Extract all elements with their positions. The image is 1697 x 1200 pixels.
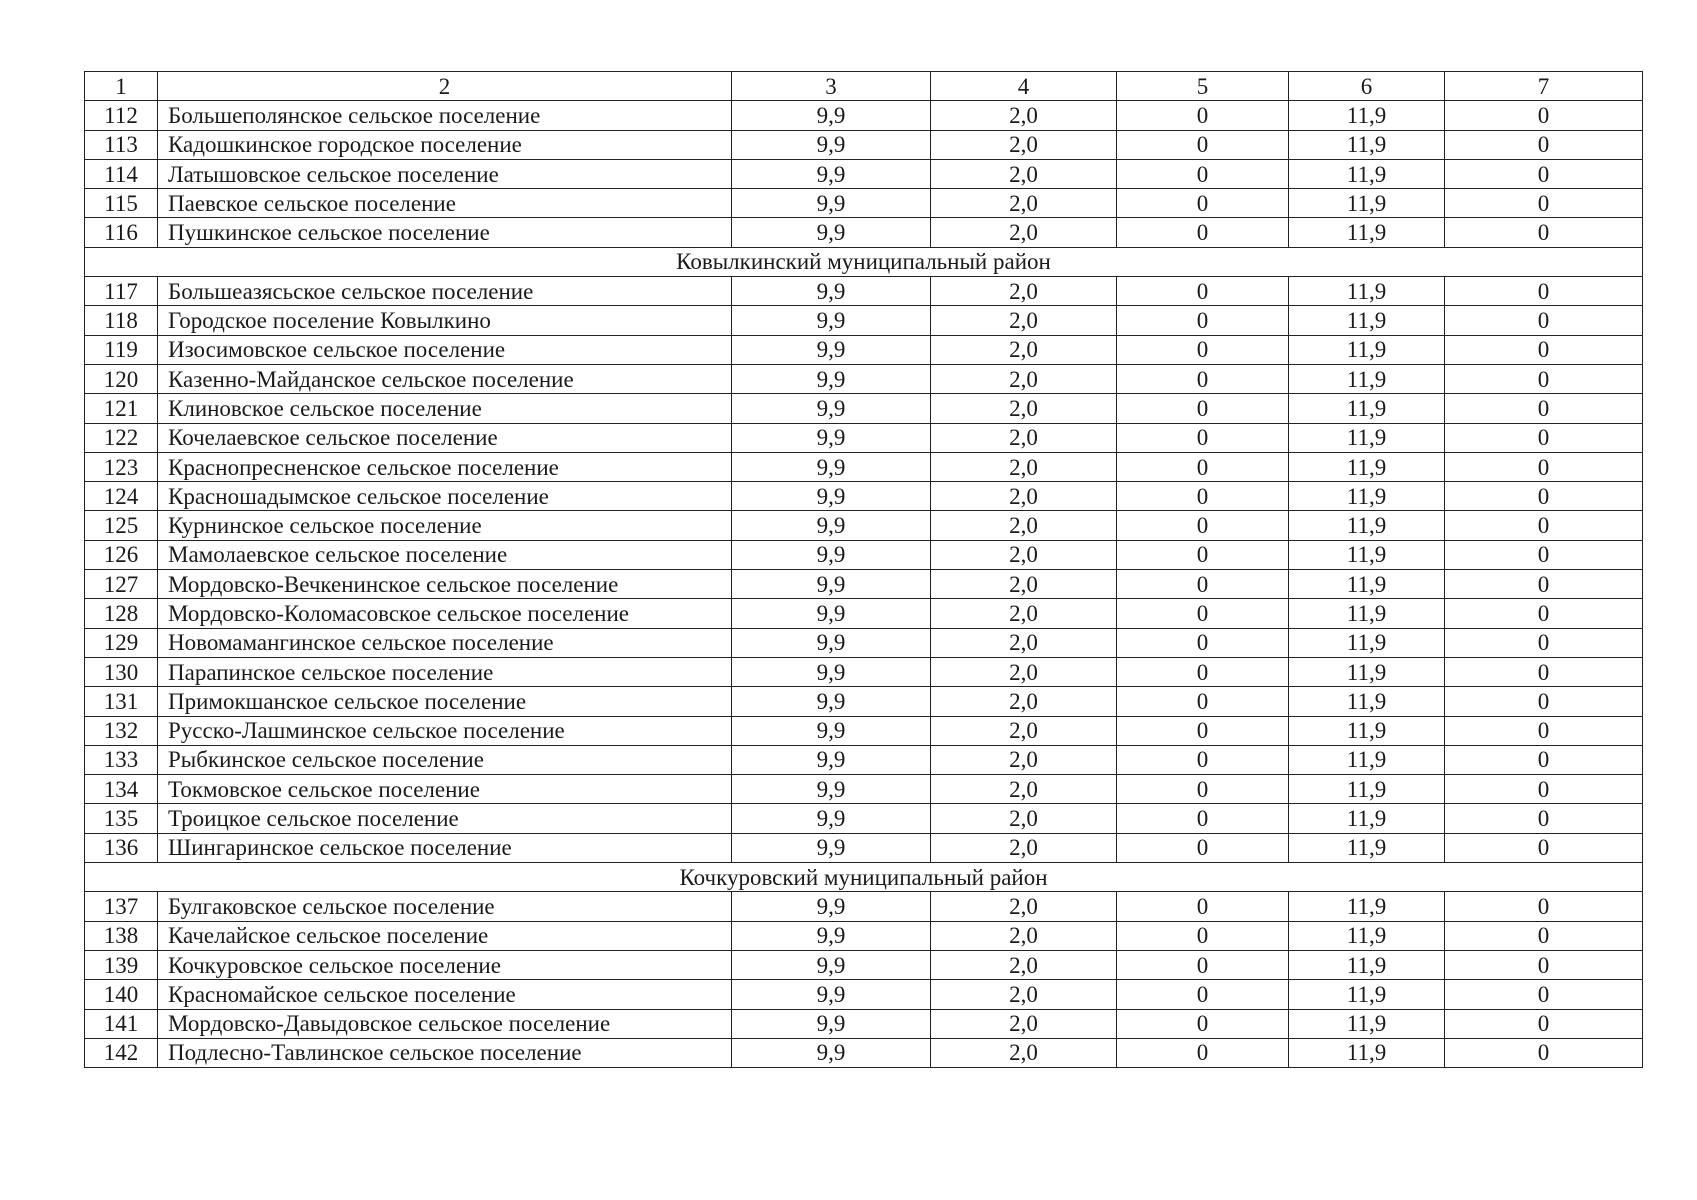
settlement-name-cell: Примокшанское сельское поселение [158, 687, 732, 716]
settlement-name-cell: Изосимовское сельское поселение [158, 335, 732, 364]
value-cell-7: 0 [1445, 980, 1643, 1009]
header-cell: 4 [931, 72, 1117, 101]
row-number-cell: 123 [85, 452, 158, 481]
value-cell-5: 0 [1117, 1009, 1289, 1038]
value-cell-3: 9,9 [732, 570, 931, 599]
value-cell-6: 11,9 [1289, 335, 1445, 364]
table-row [85, 599, 1643, 628]
value-cell-7: 0 [1445, 130, 1643, 159]
value-cell-3: 9,9 [732, 745, 931, 774]
value-cell-7: 0 [1445, 511, 1643, 540]
settlement-name-cell: Новомамангинское сельское поселение [158, 628, 732, 657]
table-row [85, 277, 1643, 306]
value-cell-3: 9,9 [732, 335, 931, 364]
value-cell-3: 9,9 [732, 775, 931, 804]
row-number-cell: 115 [85, 189, 158, 218]
value-cell-3: 9,9 [732, 130, 931, 159]
value-cell-4: 2,0 [931, 716, 1117, 745]
value-cell-3: 9,9 [732, 482, 931, 511]
row-number-cell: 133 [85, 745, 158, 774]
value-cell-4: 2,0 [931, 130, 1117, 159]
value-cell-3: 9,9 [732, 159, 931, 188]
table-row [85, 335, 1643, 364]
value-cell-5: 0 [1117, 189, 1289, 218]
value-cell-6: 11,9 [1289, 716, 1445, 745]
value-cell-3: 9,9 [732, 716, 931, 745]
value-cell-6: 11,9 [1289, 745, 1445, 774]
value-cell-7: 0 [1445, 394, 1643, 423]
value-cell-7: 0 [1445, 452, 1643, 481]
table-row [85, 130, 1643, 159]
value-cell-3: 9,9 [732, 657, 931, 686]
value-cell-4: 2,0 [931, 394, 1117, 423]
row-number-cell: 138 [85, 921, 158, 950]
row-number-cell: 120 [85, 364, 158, 393]
section-row [85, 247, 1643, 276]
value-cell-5: 0 [1117, 540, 1289, 569]
settlement-name-cell: Кадошкинское городское поселение [158, 130, 732, 159]
settlements-table [84, 71, 1643, 1068]
value-cell-6: 11,9 [1289, 364, 1445, 393]
value-cell-7: 0 [1445, 277, 1643, 306]
value-cell-4: 2,0 [931, 980, 1117, 1009]
section-title: Ковылкинский муниципальный район [85, 247, 1643, 276]
value-cell-5: 0 [1117, 335, 1289, 364]
value-cell-7: 0 [1445, 804, 1643, 833]
value-cell-3: 9,9 [732, 306, 931, 335]
settlement-name-cell: Мамолаевское сельское поселение [158, 540, 732, 569]
table-row [85, 364, 1643, 393]
settlement-name-cell: Качелайское сельское поселение [158, 921, 732, 950]
value-cell-7: 0 [1445, 599, 1643, 628]
value-cell-7: 0 [1445, 716, 1643, 745]
value-cell-7: 0 [1445, 892, 1643, 921]
value-cell-3: 9,9 [732, 189, 931, 218]
value-cell-4: 2,0 [931, 482, 1117, 511]
value-cell-3: 9,9 [732, 833, 931, 862]
value-cell-7: 0 [1445, 833, 1643, 862]
value-cell-5: 0 [1117, 745, 1289, 774]
value-cell-7: 0 [1445, 189, 1643, 218]
value-cell-3: 9,9 [732, 921, 931, 950]
value-cell-6: 11,9 [1289, 804, 1445, 833]
row-number-cell: 130 [85, 657, 158, 686]
value-cell-6: 11,9 [1289, 892, 1445, 921]
value-cell-5: 0 [1117, 980, 1289, 1009]
table-row [85, 1009, 1643, 1038]
value-cell-7: 0 [1445, 101, 1643, 130]
value-cell-7: 0 [1445, 921, 1643, 950]
value-cell-4: 2,0 [931, 892, 1117, 921]
value-cell-4: 2,0 [931, 804, 1117, 833]
value-cell-3: 9,9 [732, 1009, 931, 1038]
value-cell-4: 2,0 [931, 218, 1117, 247]
value-cell-6: 11,9 [1289, 687, 1445, 716]
value-cell-4: 2,0 [931, 277, 1117, 306]
row-number-cell: 114 [85, 159, 158, 188]
value-cell-3: 9,9 [732, 101, 931, 130]
table-row [85, 423, 1643, 452]
settlement-name-cell: Подлесно-Тавлинское сельское поселение [158, 1038, 732, 1067]
value-cell-7: 0 [1445, 775, 1643, 804]
value-cell-6: 11,9 [1289, 599, 1445, 628]
table-row [85, 628, 1643, 657]
row-number-cell: 125 [85, 511, 158, 540]
table-row [85, 482, 1643, 511]
value-cell-5: 0 [1117, 804, 1289, 833]
settlement-name-cell: Мордовско-Давыдовское сельское поселение [158, 1009, 732, 1038]
settlement-name-cell: Кочелаевское сельское поселение [158, 423, 732, 452]
value-cell-5: 0 [1117, 628, 1289, 657]
value-cell-6: 11,9 [1289, 394, 1445, 423]
value-cell-4: 2,0 [931, 364, 1117, 393]
row-number-cell: 142 [85, 1038, 158, 1067]
table-body [85, 72, 1643, 1068]
settlement-name-cell: Парапинское сельское поселение [158, 657, 732, 686]
settlement-name-cell: Большеполянское сельское поселение [158, 101, 732, 130]
table-row [85, 892, 1643, 921]
value-cell-5: 0 [1117, 159, 1289, 188]
value-cell-7: 0 [1445, 335, 1643, 364]
value-cell-4: 2,0 [931, 189, 1117, 218]
settlement-name-cell: Кочкуровское сельское поселение [158, 950, 732, 979]
value-cell-6: 11,9 [1289, 833, 1445, 862]
row-number-cell: 122 [85, 423, 158, 452]
value-cell-6: 11,9 [1289, 423, 1445, 452]
value-cell-3: 9,9 [732, 950, 931, 979]
value-cell-5: 0 [1117, 570, 1289, 599]
row-number-cell: 140 [85, 980, 158, 1009]
value-cell-6: 11,9 [1289, 101, 1445, 130]
table-row [85, 745, 1643, 774]
table-row [85, 716, 1643, 745]
value-cell-3: 9,9 [732, 599, 931, 628]
header-cell: 2 [158, 72, 732, 101]
value-cell-6: 11,9 [1289, 1038, 1445, 1067]
value-cell-4: 2,0 [931, 540, 1117, 569]
header-row [85, 72, 1643, 101]
settlement-name-cell: Курнинское сельское поселение [158, 511, 732, 540]
value-cell-4: 2,0 [931, 657, 1117, 686]
value-cell-6: 11,9 [1289, 277, 1445, 306]
value-cell-3: 9,9 [732, 218, 931, 247]
value-cell-4: 2,0 [931, 1009, 1117, 1038]
row-number-cell: 121 [85, 394, 158, 423]
row-number-cell: 132 [85, 716, 158, 745]
value-cell-5: 0 [1117, 452, 1289, 481]
value-cell-6: 11,9 [1289, 482, 1445, 511]
row-number-cell: 124 [85, 482, 158, 511]
value-cell-7: 0 [1445, 687, 1643, 716]
value-cell-6: 11,9 [1289, 1009, 1445, 1038]
row-number-cell: 127 [85, 570, 158, 599]
row-number-cell: 141 [85, 1009, 158, 1038]
settlement-name-cell: Латышовское сельское поселение [158, 159, 732, 188]
table-row [85, 189, 1643, 218]
row-number-cell: 118 [85, 306, 158, 335]
value-cell-4: 2,0 [931, 335, 1117, 364]
value-cell-6: 11,9 [1289, 657, 1445, 686]
settlement-name-cell: Большеазясьское сельское поселение [158, 277, 732, 306]
row-number-cell: 128 [85, 599, 158, 628]
row-number-cell: 134 [85, 775, 158, 804]
value-cell-4: 2,0 [931, 775, 1117, 804]
value-cell-6: 11,9 [1289, 130, 1445, 159]
value-cell-6: 11,9 [1289, 950, 1445, 979]
value-cell-6: 11,9 [1289, 218, 1445, 247]
table-row [85, 101, 1643, 130]
value-cell-7: 0 [1445, 657, 1643, 686]
value-cell-5: 0 [1117, 687, 1289, 716]
value-cell-5: 0 [1117, 101, 1289, 130]
value-cell-4: 2,0 [931, 950, 1117, 979]
header-cell: 6 [1289, 72, 1445, 101]
value-cell-6: 11,9 [1289, 775, 1445, 804]
value-cell-6: 11,9 [1289, 189, 1445, 218]
settlement-name-cell: Краснопресненское сельское поселение [158, 452, 732, 481]
value-cell-7: 0 [1445, 364, 1643, 393]
settlement-name-cell: Казенно-Майданское сельское поселение [158, 364, 732, 393]
value-cell-7: 0 [1445, 745, 1643, 774]
value-cell-5: 0 [1117, 511, 1289, 540]
section-title: Кочкуровский муниципальный район [85, 863, 1643, 892]
table-row [85, 833, 1643, 862]
table-row [85, 775, 1643, 804]
value-cell-4: 2,0 [931, 101, 1117, 130]
value-cell-5: 0 [1117, 657, 1289, 686]
row-number-cell: 136 [85, 833, 158, 862]
value-cell-4: 2,0 [931, 833, 1117, 862]
value-cell-7: 0 [1445, 570, 1643, 599]
row-number-cell: 139 [85, 950, 158, 979]
value-cell-4: 2,0 [931, 921, 1117, 950]
settlement-name-cell: Городское поселение Ковылкино [158, 306, 732, 335]
header-cell: 1 [85, 72, 158, 101]
value-cell-6: 11,9 [1289, 452, 1445, 481]
value-cell-3: 9,9 [732, 540, 931, 569]
value-cell-5: 0 [1117, 921, 1289, 950]
value-cell-6: 11,9 [1289, 921, 1445, 950]
value-cell-4: 2,0 [931, 423, 1117, 452]
table-row [85, 687, 1643, 716]
value-cell-4: 2,0 [931, 745, 1117, 774]
section-row [85, 863, 1643, 892]
value-cell-4: 2,0 [931, 570, 1117, 599]
table-row [85, 306, 1643, 335]
value-cell-4: 2,0 [931, 687, 1117, 716]
table-row [85, 452, 1643, 481]
row-number-cell: 137 [85, 892, 158, 921]
value-cell-3: 9,9 [732, 892, 931, 921]
value-cell-5: 0 [1117, 306, 1289, 335]
settlement-name-cell: Рыбкинское сельское поселение [158, 745, 732, 774]
settlement-name-cell: Паевское сельское поселение [158, 189, 732, 218]
table-row [85, 921, 1643, 950]
value-cell-6: 11,9 [1289, 570, 1445, 599]
value-cell-6: 11,9 [1289, 628, 1445, 657]
row-number-cell: 129 [85, 628, 158, 657]
value-cell-5: 0 [1117, 892, 1289, 921]
value-cell-4: 2,0 [931, 511, 1117, 540]
settlement-name-cell: Мордовско-Вечкенинское сельское поселение [158, 570, 732, 599]
settlement-name-cell: Мордовско-Коломасовское сельское поселение [158, 599, 732, 628]
settlement-name-cell: Токмовское сельское поселение [158, 775, 732, 804]
value-cell-5: 0 [1117, 716, 1289, 745]
settlement-name-cell: Шингаринское сельское поселение [158, 833, 732, 862]
value-cell-3: 9,9 [732, 511, 931, 540]
row-number-cell: 131 [85, 687, 158, 716]
header-cell: 5 [1117, 72, 1289, 101]
value-cell-6: 11,9 [1289, 980, 1445, 1009]
row-number-cell: 126 [85, 540, 158, 569]
table-row [85, 394, 1643, 423]
value-cell-3: 9,9 [732, 394, 931, 423]
value-cell-5: 0 [1117, 775, 1289, 804]
value-cell-3: 9,9 [732, 452, 931, 481]
table-row [85, 804, 1643, 833]
value-cell-7: 0 [1445, 628, 1643, 657]
value-cell-7: 0 [1445, 540, 1643, 569]
value-cell-3: 9,9 [732, 804, 931, 833]
value-cell-3: 9,9 [732, 687, 931, 716]
settlement-name-cell: Русско-Лашминское сельское поселение [158, 716, 732, 745]
table-row [85, 218, 1643, 247]
value-cell-5: 0 [1117, 482, 1289, 511]
table-row [85, 540, 1643, 569]
value-cell-5: 0 [1117, 950, 1289, 979]
table-row [85, 1038, 1643, 1067]
value-cell-3: 9,9 [732, 1038, 931, 1067]
table-row [85, 950, 1643, 979]
value-cell-7: 0 [1445, 159, 1643, 188]
value-cell-7: 0 [1445, 218, 1643, 247]
value-cell-5: 0 [1117, 394, 1289, 423]
value-cell-5: 0 [1117, 599, 1289, 628]
settlement-name-cell: Красномайское сельское поселение [158, 980, 732, 1009]
value-cell-3: 9,9 [732, 277, 931, 306]
settlement-name-cell: Красношадымское сельское поселение [158, 482, 732, 511]
value-cell-7: 0 [1445, 950, 1643, 979]
row-number-cell: 135 [85, 804, 158, 833]
value-cell-5: 0 [1117, 833, 1289, 862]
value-cell-5: 0 [1117, 364, 1289, 393]
table-row [85, 511, 1643, 540]
table-row [85, 657, 1643, 686]
value-cell-3: 9,9 [732, 364, 931, 393]
header-cell: 3 [732, 72, 931, 101]
value-cell-4: 2,0 [931, 599, 1117, 628]
value-cell-4: 2,0 [931, 159, 1117, 188]
value-cell-6: 11,9 [1289, 540, 1445, 569]
settlement-name-cell: Пушкинское сельское поселение [158, 218, 732, 247]
value-cell-7: 0 [1445, 1038, 1643, 1067]
value-cell-5: 0 [1117, 1038, 1289, 1067]
value-cell-3: 9,9 [732, 980, 931, 1009]
row-number-cell: 116 [85, 218, 158, 247]
value-cell-4: 2,0 [931, 1038, 1117, 1067]
row-number-cell: 117 [85, 277, 158, 306]
value-cell-5: 0 [1117, 277, 1289, 306]
value-cell-4: 2,0 [931, 306, 1117, 335]
table-row [85, 570, 1643, 599]
value-cell-4: 2,0 [931, 452, 1117, 481]
row-number-cell: 113 [85, 130, 158, 159]
value-cell-7: 0 [1445, 1009, 1643, 1038]
value-cell-7: 0 [1445, 423, 1643, 452]
value-cell-6: 11,9 [1289, 511, 1445, 540]
value-cell-7: 0 [1445, 482, 1643, 511]
value-cell-5: 0 [1117, 423, 1289, 452]
table-row [85, 980, 1643, 1009]
value-cell-7: 0 [1445, 306, 1643, 335]
value-cell-5: 0 [1117, 130, 1289, 159]
value-cell-3: 9,9 [732, 628, 931, 657]
value-cell-6: 11,9 [1289, 159, 1445, 188]
row-number-cell: 112 [85, 101, 158, 130]
row-number-cell: 119 [85, 335, 158, 364]
settlement-name-cell: Булгаковское сельское поселение [158, 892, 732, 921]
header-cell: 7 [1445, 72, 1643, 101]
value-cell-3: 9,9 [732, 423, 931, 452]
value-cell-4: 2,0 [931, 628, 1117, 657]
value-cell-6: 11,9 [1289, 306, 1445, 335]
settlement-name-cell: Клиновское сельское поселение [158, 394, 732, 423]
settlement-name-cell: Троицкое сельское поселение [158, 804, 732, 833]
value-cell-5: 0 [1117, 218, 1289, 247]
table-row [85, 159, 1643, 188]
